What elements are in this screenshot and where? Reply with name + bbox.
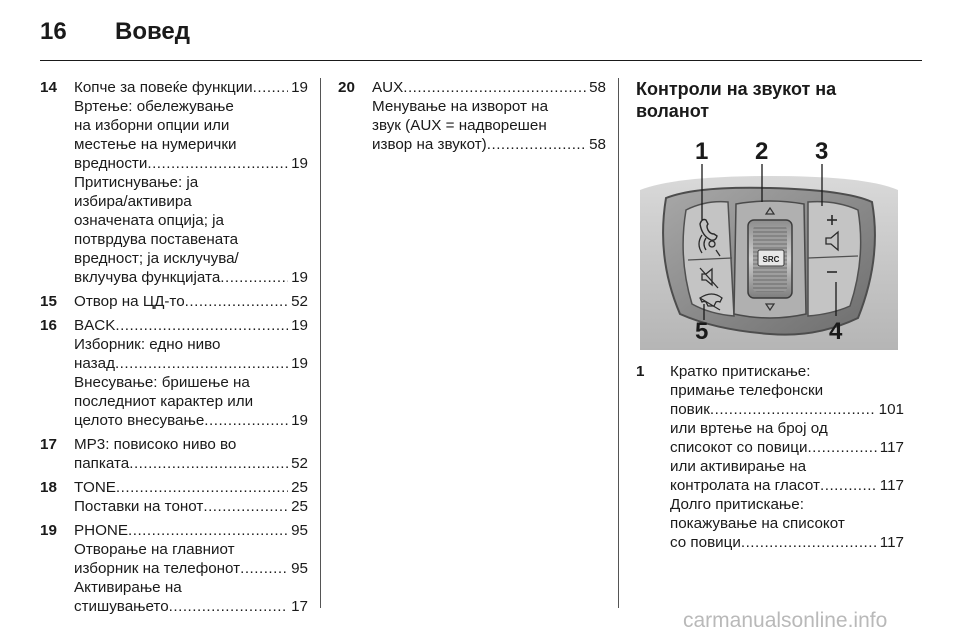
entry-text: Долго притискање: xyxy=(670,496,804,513)
section-heading-line: воланот xyxy=(636,101,710,121)
entry-text: назад xyxy=(74,355,115,372)
entry-number: 14 xyxy=(40,79,57,96)
entry-text: избира/активира xyxy=(74,193,192,210)
page-reference: 95 xyxy=(291,560,308,577)
entry-line xyxy=(74,578,308,597)
entry-text: TONE xyxy=(74,479,116,496)
entry-text: контролата на гласот xyxy=(670,477,820,494)
entry-line xyxy=(670,495,904,514)
entry-number: 19 xyxy=(40,522,57,539)
entry-line xyxy=(74,373,308,392)
entry-text: BACK xyxy=(74,317,116,334)
entry-line xyxy=(74,292,308,311)
entry-text: Активирање на xyxy=(74,579,182,596)
leader-dots xyxy=(115,316,288,335)
entry-text: Поставки на тонот xyxy=(74,498,204,515)
page-header xyxy=(0,0,960,64)
entry-text: Копче за повеќе функции xyxy=(74,79,253,96)
leader-dots xyxy=(487,135,586,154)
leader-dots xyxy=(203,497,288,516)
watermark: carmanualsonline.info xyxy=(683,609,888,632)
steering-wheel-audio-controls-figure xyxy=(636,138,904,350)
entry-text: изборник на телефонот xyxy=(74,560,241,577)
entry-text: со повици xyxy=(670,534,741,551)
src-label: SRC xyxy=(762,255,780,264)
index-entry xyxy=(40,521,308,616)
entry-line xyxy=(74,478,308,497)
column-right xyxy=(636,78,904,557)
header-rule xyxy=(40,60,922,61)
entry-line xyxy=(74,154,308,173)
entry-line xyxy=(372,116,606,135)
entry-line xyxy=(670,514,904,533)
index-entry xyxy=(40,478,308,516)
index-entry xyxy=(338,78,606,154)
entry-number: 17 xyxy=(40,436,57,453)
leader-dots xyxy=(185,292,288,311)
entry-line xyxy=(74,316,308,335)
entry-line xyxy=(670,419,904,438)
entry-line xyxy=(74,354,308,373)
column-divider xyxy=(618,78,619,608)
entry-number: 15 xyxy=(40,293,57,310)
entry-line xyxy=(670,533,904,552)
entry-line xyxy=(670,476,904,495)
section-heading xyxy=(636,78,904,122)
entry-number: 18 xyxy=(40,479,57,496)
entry-text: последниот карактер или xyxy=(74,393,254,410)
index-entry xyxy=(40,316,308,430)
entry-line xyxy=(372,78,606,97)
entry-line xyxy=(74,392,308,411)
page-reference: 52 xyxy=(291,293,308,310)
leader-dots xyxy=(240,559,288,578)
entry-text: извор на звукот) xyxy=(372,136,487,153)
entry-line xyxy=(74,435,308,454)
entry-text: вклучува функцијата xyxy=(74,269,221,286)
index-entry xyxy=(40,292,308,311)
page-reference: 52 xyxy=(291,455,308,472)
leader-dots xyxy=(169,597,288,616)
leader-dots xyxy=(220,268,288,287)
entry-text: Притиснување: ја xyxy=(74,174,199,191)
leader-dots xyxy=(115,354,288,373)
callout-1: 1 xyxy=(695,138,709,165)
entry-text: или вртење на број од xyxy=(670,420,828,437)
entry-line xyxy=(74,230,308,249)
entry-text: вредности xyxy=(74,155,148,172)
entry-line xyxy=(74,454,308,473)
entry-line xyxy=(74,78,308,97)
entry-line xyxy=(74,411,308,430)
leader-dots xyxy=(116,478,288,497)
leader-dots xyxy=(147,154,288,173)
column-divider xyxy=(320,78,321,608)
entry-text: или активирање на xyxy=(670,458,807,475)
index-entry xyxy=(40,435,308,473)
entry-line xyxy=(670,400,904,419)
entry-line xyxy=(74,135,308,154)
entry-line xyxy=(74,249,308,268)
entry-text: местење на нумерички xyxy=(74,136,237,153)
page-reference: 19 xyxy=(291,412,308,429)
leader-dots xyxy=(129,454,288,473)
entry-line xyxy=(74,335,308,354)
callout-4: 4 xyxy=(829,318,843,345)
entry-text: Внесување: бришење на xyxy=(74,374,250,391)
callout-5: 5 xyxy=(695,318,709,345)
leader-dots xyxy=(253,78,288,97)
page-reference: 19 xyxy=(291,317,308,334)
leader-dots xyxy=(128,521,288,540)
entry-text: папката xyxy=(74,455,130,472)
page-reference: 19 xyxy=(291,79,308,96)
entry-text: потврдува поставената xyxy=(74,231,239,248)
entry-text: Изборник: едно ниво xyxy=(74,336,221,353)
leader-dots xyxy=(204,411,288,430)
page-reference: 58 xyxy=(589,79,606,96)
entry-line xyxy=(670,457,904,476)
page-reference: 17 xyxy=(291,598,308,615)
page-reference: 117 xyxy=(879,477,904,494)
entry-text: стишувањето xyxy=(74,598,169,615)
entry-line xyxy=(74,192,308,211)
page-number: 16 xyxy=(40,18,67,45)
page-reference: 95 xyxy=(291,522,308,539)
callout-2: 2 xyxy=(755,138,769,165)
page-reference: 25 xyxy=(291,498,308,515)
entry-text: PHONE xyxy=(74,522,129,539)
entry-text: на изборни опции или xyxy=(74,117,230,134)
entry-text: вредност; ја исклучува/ xyxy=(74,250,239,267)
page-reference: 58 xyxy=(589,136,606,153)
callout-3: 3 xyxy=(815,138,829,165)
entry-text: Отвор на ЦД-то xyxy=(74,293,185,310)
column-left xyxy=(40,78,308,621)
figure-legend xyxy=(636,362,904,552)
page-reference: 101 xyxy=(878,401,904,418)
leader-dots xyxy=(820,476,877,495)
right-button-cluster xyxy=(808,202,861,316)
leader-dots xyxy=(741,533,877,552)
entry-line xyxy=(74,597,308,616)
page-reference: 19 xyxy=(291,269,308,286)
entry-text: AUX xyxy=(372,79,404,96)
entry-text: Менување на изворот на xyxy=(372,98,549,115)
entry-line xyxy=(74,116,308,135)
entry-line xyxy=(372,135,606,154)
index-entry xyxy=(636,362,904,552)
entry-text: Отворање на главниот xyxy=(74,541,235,558)
leader-dots xyxy=(710,400,876,419)
entry-number: 1 xyxy=(636,363,645,380)
entry-line xyxy=(74,173,308,192)
page-reference: 117 xyxy=(879,534,904,551)
entry-line xyxy=(74,521,308,540)
entry-text: примање телефонски xyxy=(670,382,824,399)
entry-text: MP3: повисоко ниво во xyxy=(74,436,237,453)
entry-number: 16 xyxy=(40,317,57,334)
entry-line xyxy=(670,438,904,457)
entry-text: Кратко притискање: xyxy=(670,363,811,380)
leader-dots xyxy=(403,78,586,97)
entry-line xyxy=(74,540,308,559)
entry-line xyxy=(670,381,904,400)
page-reference: 25 xyxy=(291,479,308,496)
column-middle xyxy=(338,78,606,159)
entry-text: повик xyxy=(670,401,710,418)
steering-wheel-illustration xyxy=(636,138,904,350)
index-entry xyxy=(40,78,308,287)
entry-text: покажување на списокот xyxy=(670,515,845,532)
entry-line xyxy=(74,497,308,516)
entry-line xyxy=(670,362,904,381)
entry-text: целото внесување xyxy=(74,412,205,429)
entry-line xyxy=(74,211,308,230)
entry-line xyxy=(74,268,308,287)
page-title: Вовед xyxy=(115,18,191,45)
entry-line xyxy=(372,97,606,116)
entry-text: означената опција; ја xyxy=(74,212,224,229)
entry-text: Вртење: обележување xyxy=(74,98,234,115)
page-reference: 117 xyxy=(879,439,904,456)
entry-line xyxy=(74,97,308,116)
entry-number: 20 xyxy=(338,79,355,96)
entry-line xyxy=(74,559,308,578)
page-reference: 19 xyxy=(291,355,308,372)
section-heading-line: Контроли на звукот на xyxy=(636,79,837,99)
entry-text: звук (AUX = надворешен xyxy=(372,117,547,134)
leader-dots xyxy=(807,438,876,457)
entry-text: списокот со повици xyxy=(670,439,808,456)
page-reference: 19 xyxy=(291,155,308,172)
